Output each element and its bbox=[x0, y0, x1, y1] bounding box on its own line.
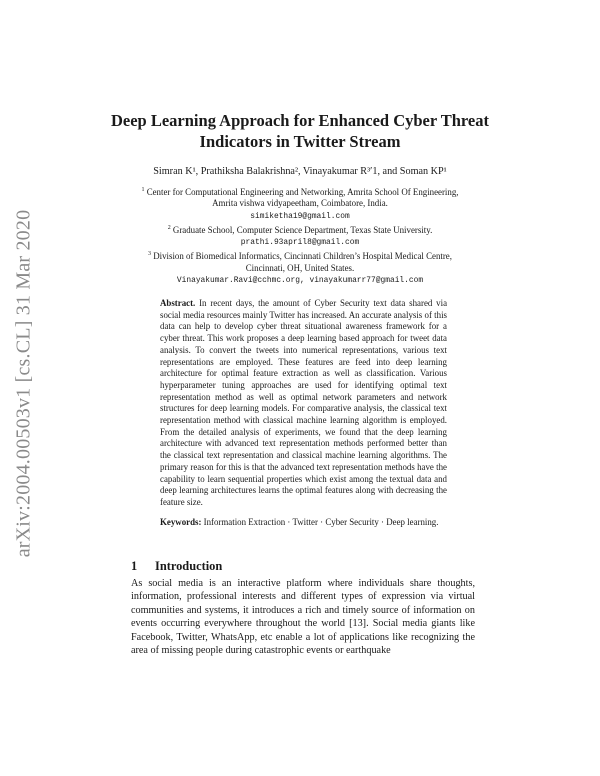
affiliation-1 bbox=[130, 185, 470, 222]
abstract-text: In recent days, the amount of Cyber Security text data shared via social media resources mainly Twitter has increased. An accurate analysis of this data can help to develop cyber threat situational awareness framework for a cyber threat. This work proposes a deep learning based approach for tweet data analysis. To convert the tweets into numerical representations, various text representations are employed. These features are feed into deep learning architecture for optimal feature extraction as well as classification. Various hyperparameter tuning approaches are used for identifying optimal text representation method as well as optimal network parameters and network structures for deep learning models. For comparative analysis, the classical text representation method with classical machine learning algorithm is employed. From the detailed analysis of experiments, we found that the deep learning architecture with advanced text representation methods performed better than the classical text representation and classical machine learning algorithms. The primary reason for this is that the advanced text representation methods have the capability to learn sequential properties which exist among the textual data and deep learning architectures learns the optimal features along with decreasing the feature size. bbox=[160, 298, 448, 507]
affiliation-mark: 2 bbox=[167, 224, 171, 231]
section-number: 1 bbox=[131, 559, 138, 573]
affiliation-2 bbox=[130, 223, 470, 249]
affiliations bbox=[130, 185, 470, 287]
abstract-label: Abstract. bbox=[160, 298, 196, 308]
affiliation-mark: 1 bbox=[141, 187, 145, 193]
section-heading bbox=[131, 559, 222, 574]
affiliation-email[interactable]: prathi.93april8@gmail.com bbox=[240, 238, 360, 248]
affiliation-3 bbox=[130, 249, 470, 286]
affiliation-text: Center for Computational Engineering and Networking, Amrita School Of Engineering, Amrita vishwa vidyapeetham, Coimbatore, India. bbox=[146, 186, 459, 209]
affiliation-text: Division of Biomedical Informatics, Cincinnati Children’s Hospital Medical Centre, Cincinnati, OH, United States. bbox=[153, 251, 452, 273]
author-list: Simran K¹, Prathiksha Balakrishna², Vinayakumar R³ʹ1, and Soman KP¹ bbox=[153, 166, 447, 177]
paper-title: Deep Learning Approach for Enhanced Cyber Threat Indicators in Twitter Stream bbox=[110, 111, 489, 151]
keywords-label: Keywords: bbox=[160, 517, 202, 527]
keywords bbox=[160, 517, 447, 529]
abstract bbox=[160, 298, 447, 509]
arxiv-identifier: arXiv:2004.00503v1 [cs.CL] 31 Mar 2020 bbox=[12, 209, 35, 558]
affiliation-email[interactable]: simiketha19@gmail.com bbox=[250, 211, 350, 221]
keywords-text: Information Extraction · Twitter · Cyber Security · Deep learning. bbox=[203, 517, 439, 527]
section-title: Introduction bbox=[155, 559, 223, 573]
body-paragraph: As social media is an interactive platform where individuals share thoughts, information, professional interests and different types of expression via virtual communities and systems, it introduces a rich and timely source of information on events occurring everywhere throughout the world [13]. Social media giants like Facebook, Twitter, WhatsApp, etc enable a lot of applications like recognizing the area of missing people during catastrophic events or earthquake bbox=[131, 578, 475, 657]
affiliation-email[interactable]: Vinayakumar.Ravi@cchmc.org, vinayakumarr77@gmail.com bbox=[176, 275, 424, 285]
affiliation-text: Graduate School, Computer Science Department, Texas State University. bbox=[172, 224, 433, 235]
affiliation-mark: 3 bbox=[148, 251, 152, 258]
